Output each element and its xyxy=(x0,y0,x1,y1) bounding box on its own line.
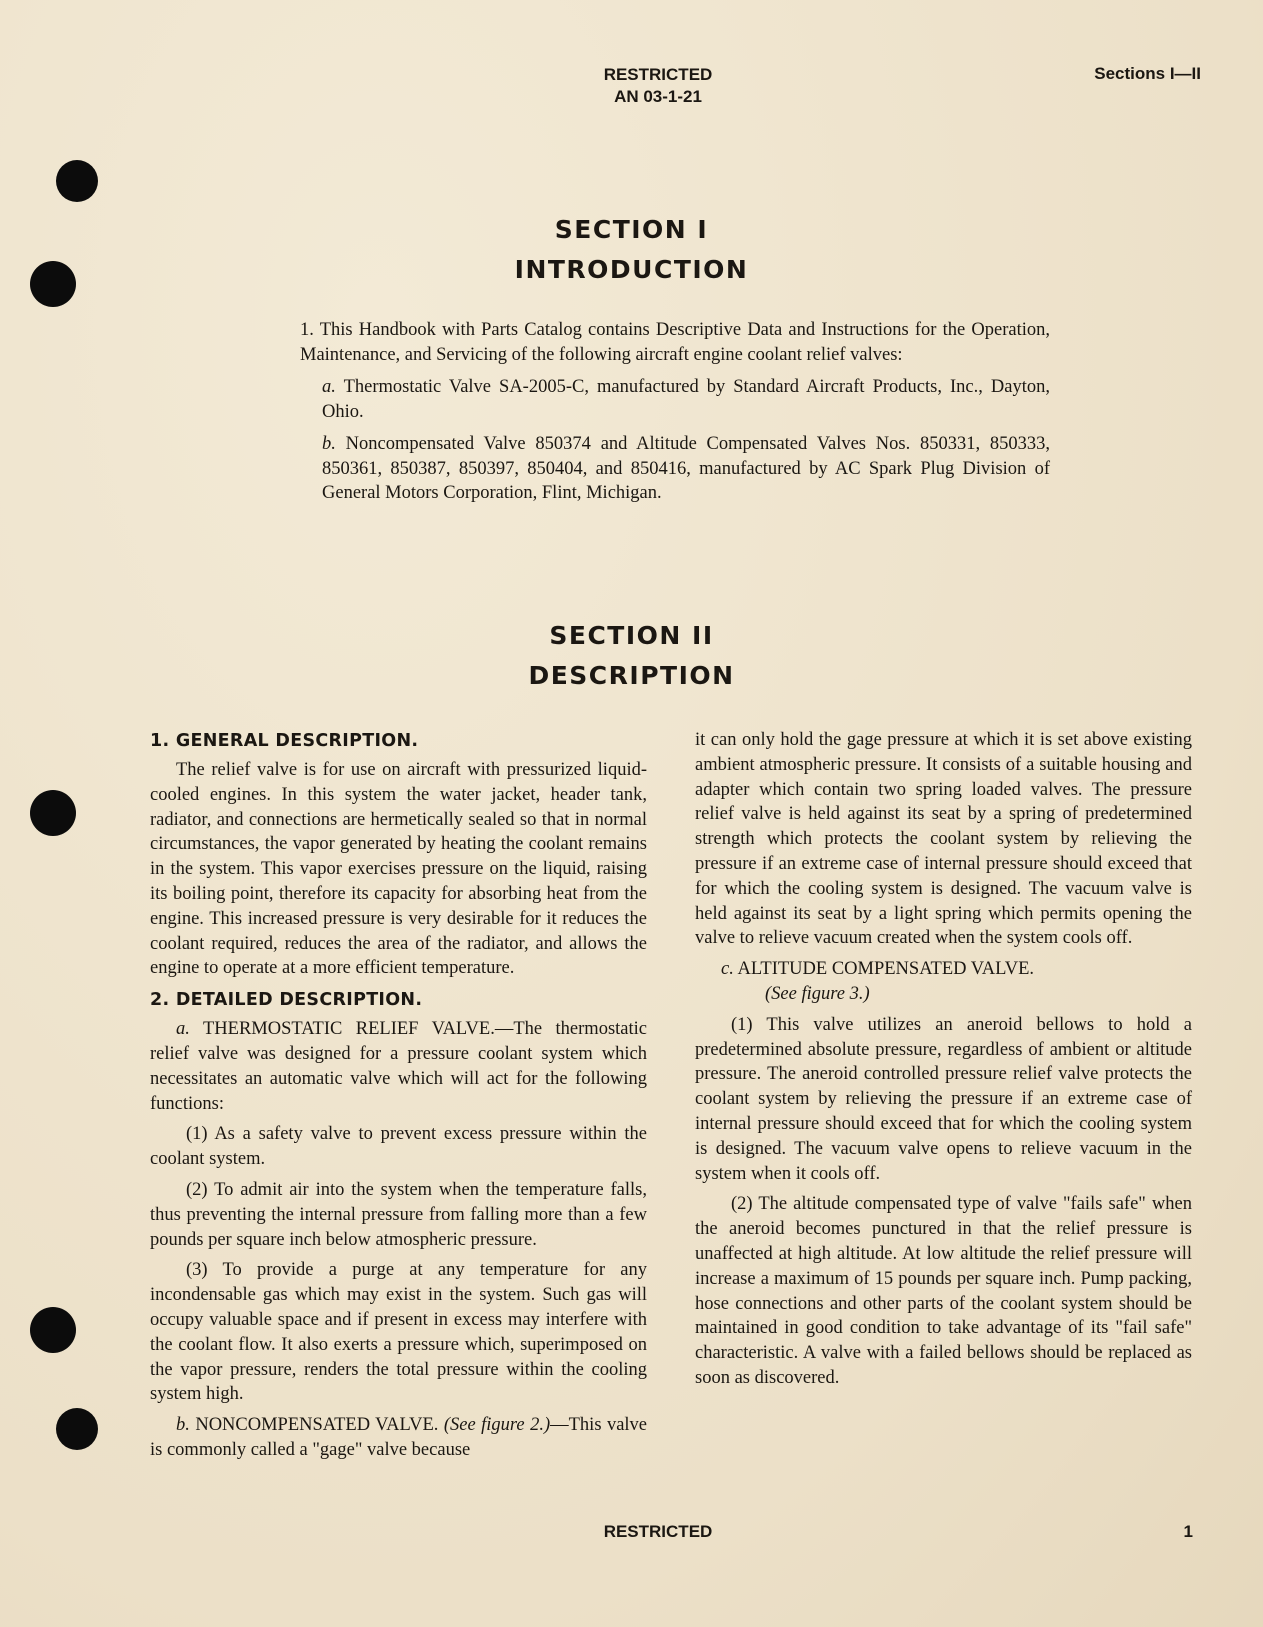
item-title: NONCOMPENSATED VALVE. xyxy=(195,1415,439,1436)
binder-hole xyxy=(56,1408,98,1450)
item-text: THERMOSTATIC RELIEF VALVE.—The thermostatic relief valve was designed for a pressure coolant system which necessitates an automatic valve which will act for the following functions: xyxy=(150,1019,647,1114)
item-title: ALTITUDE COMPENSATED VALVE. xyxy=(737,959,1034,980)
intro-item-a xyxy=(300,375,1050,424)
binder-hole xyxy=(30,1307,76,1353)
thermostatic-valve-paragraph xyxy=(150,1017,647,1116)
item-text: Thermostatic Valve SA-2005-C, manufactured by Standard Aircraft Products, Inc., Dayton, Ohio. xyxy=(322,377,1050,422)
function-2: (2) To admit air into the system when the temperature falls, thus preventing the internal pressure from falling more than a few pounds per square inch below atmospheric pressure. xyxy=(150,1179,647,1250)
header-sections: Sections I—II xyxy=(1094,64,1201,83)
header-classification: RESTRICTED xyxy=(603,65,713,84)
page-number: 1 xyxy=(1183,1522,1193,1541)
intro-body xyxy=(300,318,1050,514)
figure-reference: (See figure 2.) xyxy=(443,1415,551,1436)
page-header xyxy=(520,64,796,108)
footer-classification: RESTRICTED xyxy=(603,1522,713,1541)
binder-hole xyxy=(30,790,76,836)
section1-number: SECTION I xyxy=(554,215,709,244)
item-text: Noncompensated Valve 850374 and Altitude Compensated Valves Nos. 850331, 850333, 850361, 850387, 850397, 850404, and 850416, manufactured by AC Spark Plug Division of General Motors Corporation, Flint, Michigan. xyxy=(322,434,1051,503)
heading-detailed-description: 2. DETAILED DESCRIPTION. xyxy=(150,990,423,1011)
header-doc-number: AN 03-1-21 xyxy=(614,87,702,106)
item-text: —This valve is commonly called a "gage" valve because xyxy=(150,1415,648,1460)
altitude-valve-2: (2) The altitude compensated type of valve "fails safe" when the aneroid becomes punctured in that the relief pressure is unaffected at high altitude. At low altitude the relief pressure will increase a maximum of 15 pounds per square inch. Pump packing, hose connections and other parts of the coolant system should be maintained in good condition to take advantage of its "fail safe" characteristic. A valve with a failed bellows should be replaced as soon as discovered. xyxy=(695,1194,1192,1388)
function-1: (1) As a safety valve to prevent excess pressure within the coolant system. xyxy=(150,1124,647,1170)
noncompensated-valve-paragraph xyxy=(150,1413,647,1463)
section2-title: DESCRIPTION xyxy=(528,661,735,690)
altitude-valve-1: (1) This valve utilizes an aneroid bellows to hold a predetermined absolute pressure, regardless of ambient or altitude pressure. The aneroid controlled pressure relief valve protects the coolant system by relieving the pressure if an extreme case of internal pressure should exceed that for which the cooling system is designed. The vacuum valve opens to relieve vacuum in the system when it cools off. xyxy=(695,1014,1192,1184)
left-column xyxy=(150,728,647,1469)
figure-reference: (See figure 3.) xyxy=(765,983,870,1004)
intro-paragraph: 1. This Handbook with Parts Catalog contains Descriptive Data and Instructions for the Operation, Maintenance, and Servicing of the following aircraft engine coolant relief valves: xyxy=(300,320,1050,365)
item-label: c. xyxy=(721,959,734,980)
heading-general-description: 1. GENERAL DESCRIPTION. xyxy=(150,731,419,751)
right-column xyxy=(695,728,1192,1397)
function-3: (3) To provide a purge at any temperature for any incondensable gas which may exist in the system. Such gas will occupy valuable space and if present in excess may interfere with the coolant flow. It also exerts a pressure which, superimposed on the vapor pressure, renders the total pressure within the cooling system high. xyxy=(150,1260,647,1405)
section1-title: INTRODUCTION xyxy=(514,255,749,284)
altitude-valve-heading xyxy=(695,957,1192,982)
noncompensated-valve-continued: it can only hold the gage pressure at which it is set above existing ambient atmospheric pressure. It consists of a suitable housing and adapter which contain two spring loaded valves. The pressure relief valve is held against its seat by a spring of predetermined strength which protects the coolant system by relieving the pressure if an extreme case of internal pressure should exceed that for which the cooling system is designed. The vacuum valve is held against its seat by a light spring which permits opening the valve to relieve vacuum created when the system cools off. xyxy=(695,730,1192,949)
binder-hole xyxy=(56,160,98,202)
section2-number: SECTION II xyxy=(549,621,714,650)
general-description-paragraph: The relief valve is for use on aircraft with pressurized liquid-cooled engines. In this system the water jacket, header tank, radiator, and connections are hermetically sealed so that in normal circumstances, the vapor generated by heating the coolant remains in the system. This vapor exercises pressure on the liquid, raising its boiling point, therefore its capacity for absorbing heat from the engine. This increased pressure is very desirable for it reduces the coolant required, reduces the area of the radiator, and allows the engine to operate at a more efficient temperature. xyxy=(150,760,647,979)
item-label: a. xyxy=(176,1019,190,1040)
item-label: a. xyxy=(322,377,336,397)
intro-item-b xyxy=(300,432,1050,506)
item-label: b. xyxy=(322,434,336,454)
item-label: b. xyxy=(176,1415,190,1436)
